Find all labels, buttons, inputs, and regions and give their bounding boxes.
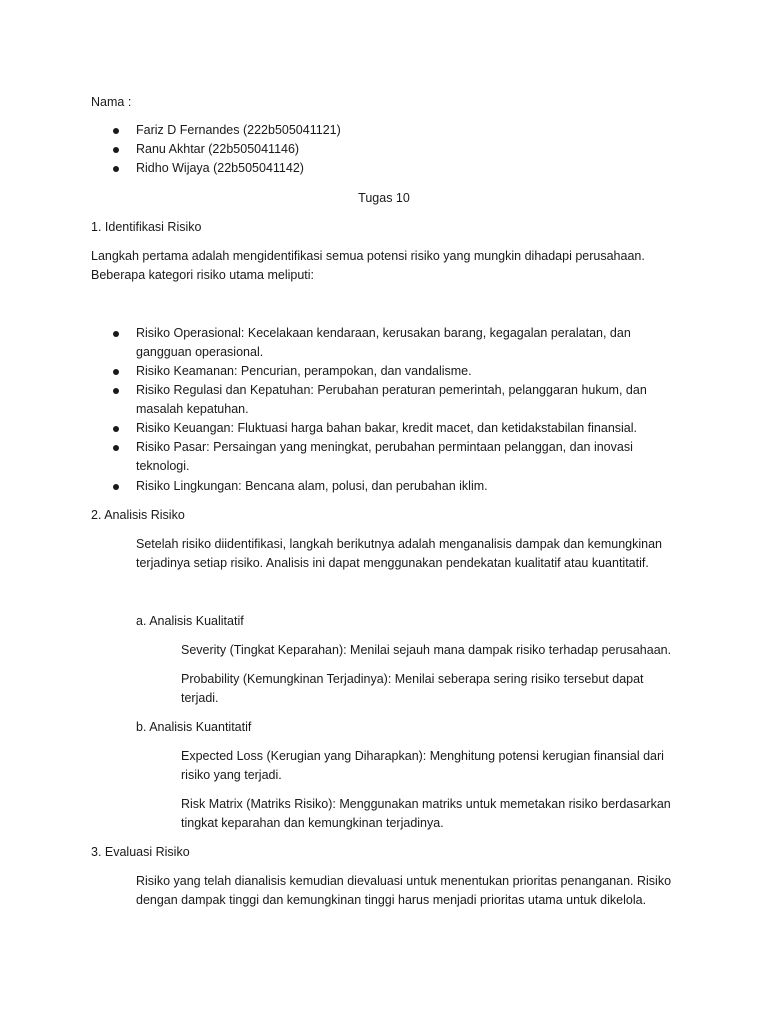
probability-text: Probability (Kemungkinan Terjadinya): Menilai seberapa sering risiko tersebut dapat [181, 672, 644, 686]
member-item: Ranu Akhtar (22b505041146) [136, 142, 300, 156]
document-title: Tugas 10 [358, 191, 410, 205]
risk-item-line: gangguan operasional. [136, 345, 264, 359]
bullet-icon [113, 388, 119, 394]
bullet-icon [113, 484, 119, 490]
expected-loss-text: Expected Loss (Kerugian yang Diharapkan): Menghitung potensi kerugian finansial dari [181, 749, 664, 763]
section-3-text: dengan dampak tinggi dan kemungkinan tinggi harus menjadi prioritas utama untuk dikelola. [136, 893, 647, 907]
section-1-intro-line: Langkah pertama adalah mengidentifikasi semua potensi risiko yang mungkin dihadapi perusahaan. [91, 249, 645, 263]
section-1-heading: 1. Identifikasi Risiko [91, 220, 202, 234]
section-2-heading: 2. Analisis Risiko [91, 508, 185, 522]
section-3-text: Risiko yang telah dianalisis kemudian dievaluasi untuk menentukan prioritas penanganan. Risiko [136, 874, 672, 888]
risk-item-line: Risiko Lingkungan: Bencana alam, polusi, dan perubahan iklim. [136, 479, 488, 493]
risk-item-line: teknologi. [136, 459, 190, 473]
bullet-icon [113, 331, 119, 337]
bullet-icon [113, 445, 119, 451]
nama-label: Nama : [91, 95, 132, 109]
probability-text: terjadi. [181, 691, 219, 705]
bullet-icon [113, 147, 119, 153]
risk-item-line: Risiko Regulasi dan Kepatuhan: Perubahan peraturan pemerintah, pelanggaran hukum, dan [136, 383, 647, 397]
member-item: Ridho Wijaya (22b505041142) [136, 161, 304, 175]
section-2-intro-line: terjadinya setiap risiko. Analisis ini dapat menggunakan pendekatan kualitatif atau kuantitatif. [136, 556, 649, 570]
qualitative-heading: a. Analisis Kualitatif [136, 614, 244, 628]
bullet-icon [113, 426, 119, 432]
section-2-intro-line: Setelah risiko diidentifikasi, langkah berikutnya adalah menganalisis dampak dan kemungkinan [136, 537, 663, 551]
bullet-icon [113, 166, 119, 172]
quantitative-heading: b. Analisis Kuantitatif [136, 720, 252, 734]
section-3-heading: 3. Evaluasi Risiko [91, 845, 190, 859]
risk-matrix-text: tingkat keparahan dan kemungkinan terjadinya. [181, 816, 444, 830]
expected-loss-text: risiko yang terjadi. [181, 768, 282, 782]
section-1-intro-line: Beberapa kategori risiko utama meliputi: [91, 268, 315, 282]
member-item: Fariz D Fernandes (222b505041121) [136, 123, 341, 137]
bullet-icon [113, 128, 119, 134]
risk-item-line: Risiko Keamanan: Pencurian, perampokan, dan vandalisme. [136, 364, 472, 378]
risk-matrix-text: Risk Matrix (Matriks Risiko): Menggunakan matriks untuk memetakan risiko berdasarkan [181, 797, 671, 811]
severity-text: Severity (Tingkat Keparahan): Menilai sejauh mana dampak risiko terhadap perusahaan. [181, 643, 672, 657]
risk-item-line: Risiko Keuangan: Fluktuasi harga bahan bakar, kredit macet, dan ketidakstabilan finansial. [136, 421, 637, 435]
risk-item-line: Risiko Operasional: Kecelakaan kendaraan, kerusakan barang, kegagalan peralatan, dan [136, 326, 631, 340]
risk-item-line: Risiko Pasar: Persaingan yang meningkat, perubahan permintaan pelanggan, dan inovasi [136, 440, 633, 454]
risk-item-line: masalah kepatuhan. [136, 402, 249, 416]
bullet-icon [113, 369, 119, 375]
